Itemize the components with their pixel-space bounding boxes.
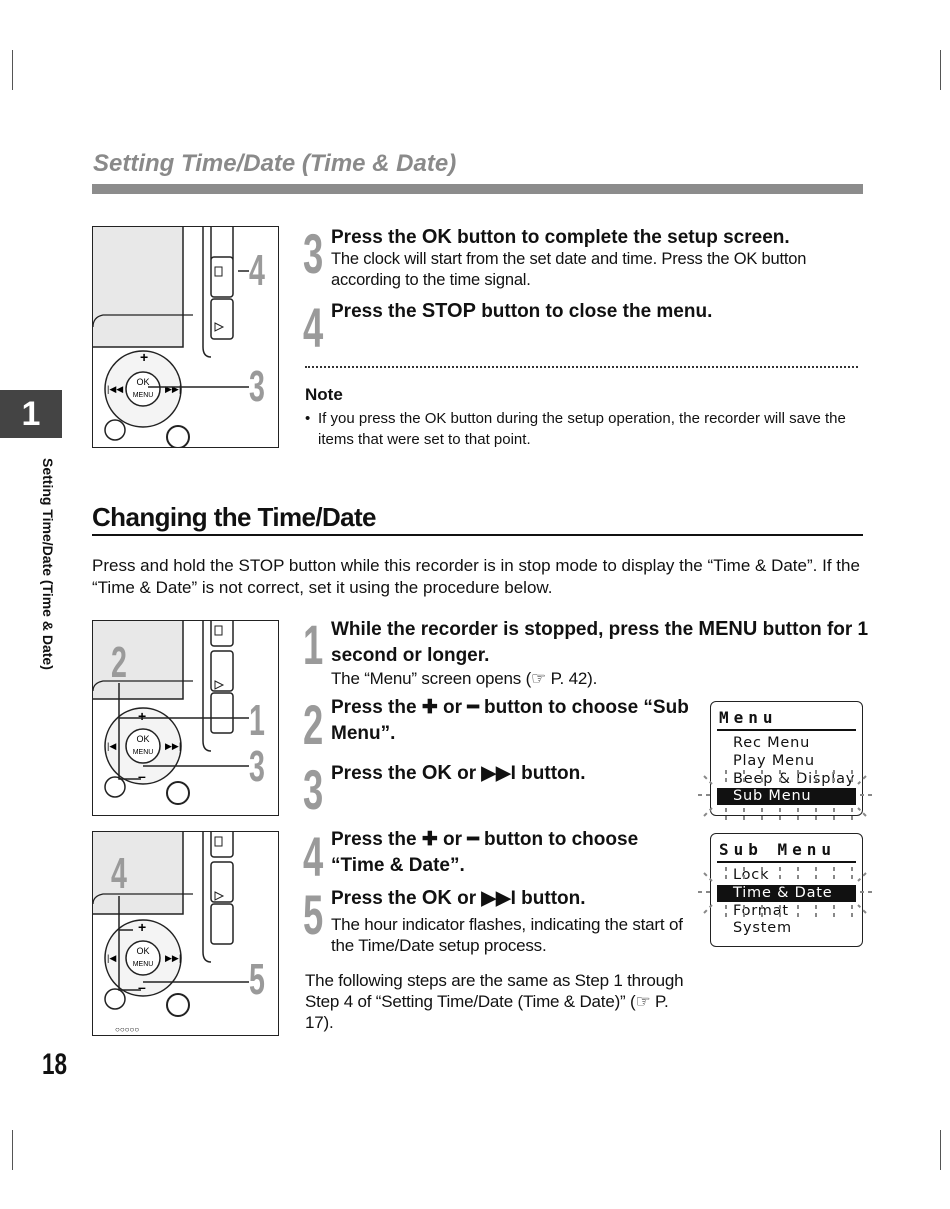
- callout-2: 2: [111, 638, 127, 687]
- note-bullet-text: If you press the OK button during the setup operation, the recorder will save the items that were set to that point.: [318, 410, 846, 448]
- lcd-menu-item: Play Menu: [733, 753, 815, 769]
- lcd-menu-item: System: [733, 920, 792, 936]
- step-heading: Press the STOP button to close the menu.: [331, 300, 713, 322]
- svg-text:|◀: |◀: [107, 741, 117, 751]
- step-number: 2: [303, 693, 324, 756]
- lcd-menu-item-selected: Sub Menu: [733, 788, 812, 804]
- svg-text:+: +: [138, 708, 147, 724]
- flash-indicator: [696, 863, 876, 923]
- lcd-title: Menu: [719, 708, 778, 727]
- lcd-rule: [717, 729, 856, 731]
- lcd-menu-item: Lock: [733, 867, 770, 883]
- crop-mark: [940, 50, 941, 90]
- callout-4: 4: [111, 849, 127, 898]
- menu-label: MENU: [132, 961, 154, 968]
- callout-3: 3: [249, 362, 265, 411]
- note-heading: Note: [305, 385, 343, 404]
- heading-rule: [92, 534, 863, 536]
- side-label-text: Setting Time/Date (Time & Date): [40, 458, 56, 670]
- menu-label: MENU: [132, 749, 154, 756]
- step-number: 4: [303, 825, 324, 888]
- step-heading: Press the OK or ▶▶I button.: [331, 887, 586, 909]
- crop-mark: [12, 1130, 13, 1170]
- svg-text:+: +: [140, 349, 149, 365]
- note-bullet: •: [305, 410, 311, 427]
- callout-5: 5: [249, 955, 265, 1004]
- title-bar: [92, 184, 863, 194]
- step-heading: Press the OK or ▶▶I button.: [331, 762, 586, 784]
- step-number: 1: [303, 613, 324, 676]
- step-number: 5: [303, 883, 324, 946]
- svg-text:|◀: |◀: [107, 953, 117, 963]
- intro-paragraph: Press and hold the STOP button while this recorder is in stop mode to display the “Time & Date”. If the “Time & Date” is not correct, set it using the procedure below.: [92, 556, 860, 597]
- svg-text:|◀◀: |◀◀: [107, 384, 124, 394]
- callout-4: 4: [249, 246, 265, 295]
- lcd-title: Sub Menu: [719, 840, 837, 859]
- recorder-figure-1: [92, 226, 279, 448]
- recorder-figure-3: [92, 831, 279, 1036]
- section-title: Setting Time/Date (Time & Date): [93, 150, 457, 177]
- crop-mark: [12, 50, 13, 90]
- svg-text:–: –: [138, 979, 146, 995]
- svg-text:▶▶|: ▶▶|: [165, 953, 182, 963]
- callout-1: 1: [249, 696, 265, 745]
- step-heading: While the recorder is stopped, press the MENU button for 1 second or longer.: [331, 618, 869, 666]
- section-heading: Changing the Time/Date: [92, 502, 376, 532]
- step-number: 4: [303, 296, 324, 359]
- lcd-menu-item: Format: [733, 903, 789, 919]
- page-number: 18: [42, 1048, 68, 1081]
- step-number: 3: [303, 222, 324, 285]
- outro-paragraph: The following steps are the same as Step 1 through Step 4 of “Setting Time/Date (Time & Date)” (☞ P. 17).: [305, 971, 684, 1032]
- step-body: The hour indicator flashes, indicating the start of the Time/Date setup process.: [331, 915, 683, 955]
- svg-text:▶▶|: ▶▶|: [165, 384, 182, 394]
- lcd-menu-item: Beep & Display: [733, 771, 856, 787]
- step-heading: Press the OK button to complete the setup screen.: [331, 226, 790, 248]
- step-heading: Press the ✚ or ━ button to choose “Time & Date”.: [331, 829, 639, 876]
- chapter-tab: 1: [0, 390, 62, 438]
- dotted-divider: [305, 366, 858, 368]
- menu-label: MENU: [132, 392, 154, 399]
- svg-text:▶▶|: ▶▶|: [165, 741, 182, 751]
- svg-text:–: –: [138, 768, 146, 784]
- lcd-menu-item: Rec Menu: [733, 735, 811, 751]
- crop-mark: [940, 1130, 941, 1170]
- chapter-side-label: [40, 458, 56, 670]
- step-number: 3: [303, 758, 324, 821]
- step-heading: Press the ✚ or ━ button to choose “Sub Menu”.: [331, 697, 689, 744]
- svg-text:○○○○○: ○○○○○: [115, 1025, 140, 1034]
- ok-label: OK: [136, 734, 150, 744]
- ok-label: OK: [136, 946, 150, 956]
- recorder-figure-2: [92, 620, 279, 816]
- step-body: The clock will start from the set date and time. Press the OK button according to the time signal.: [331, 250, 807, 289]
- callout-3: 3: [249, 742, 265, 791]
- lcd-menu-item-selected: Time & Date: [733, 885, 833, 901]
- step-body: The “Menu” screen opens (☞ P. 42).: [331, 669, 598, 688]
- note-text: [305, 408, 870, 450]
- flash-indicator: [696, 766, 876, 826]
- svg-text:+: +: [138, 919, 147, 935]
- ok-label: OK: [136, 377, 150, 387]
